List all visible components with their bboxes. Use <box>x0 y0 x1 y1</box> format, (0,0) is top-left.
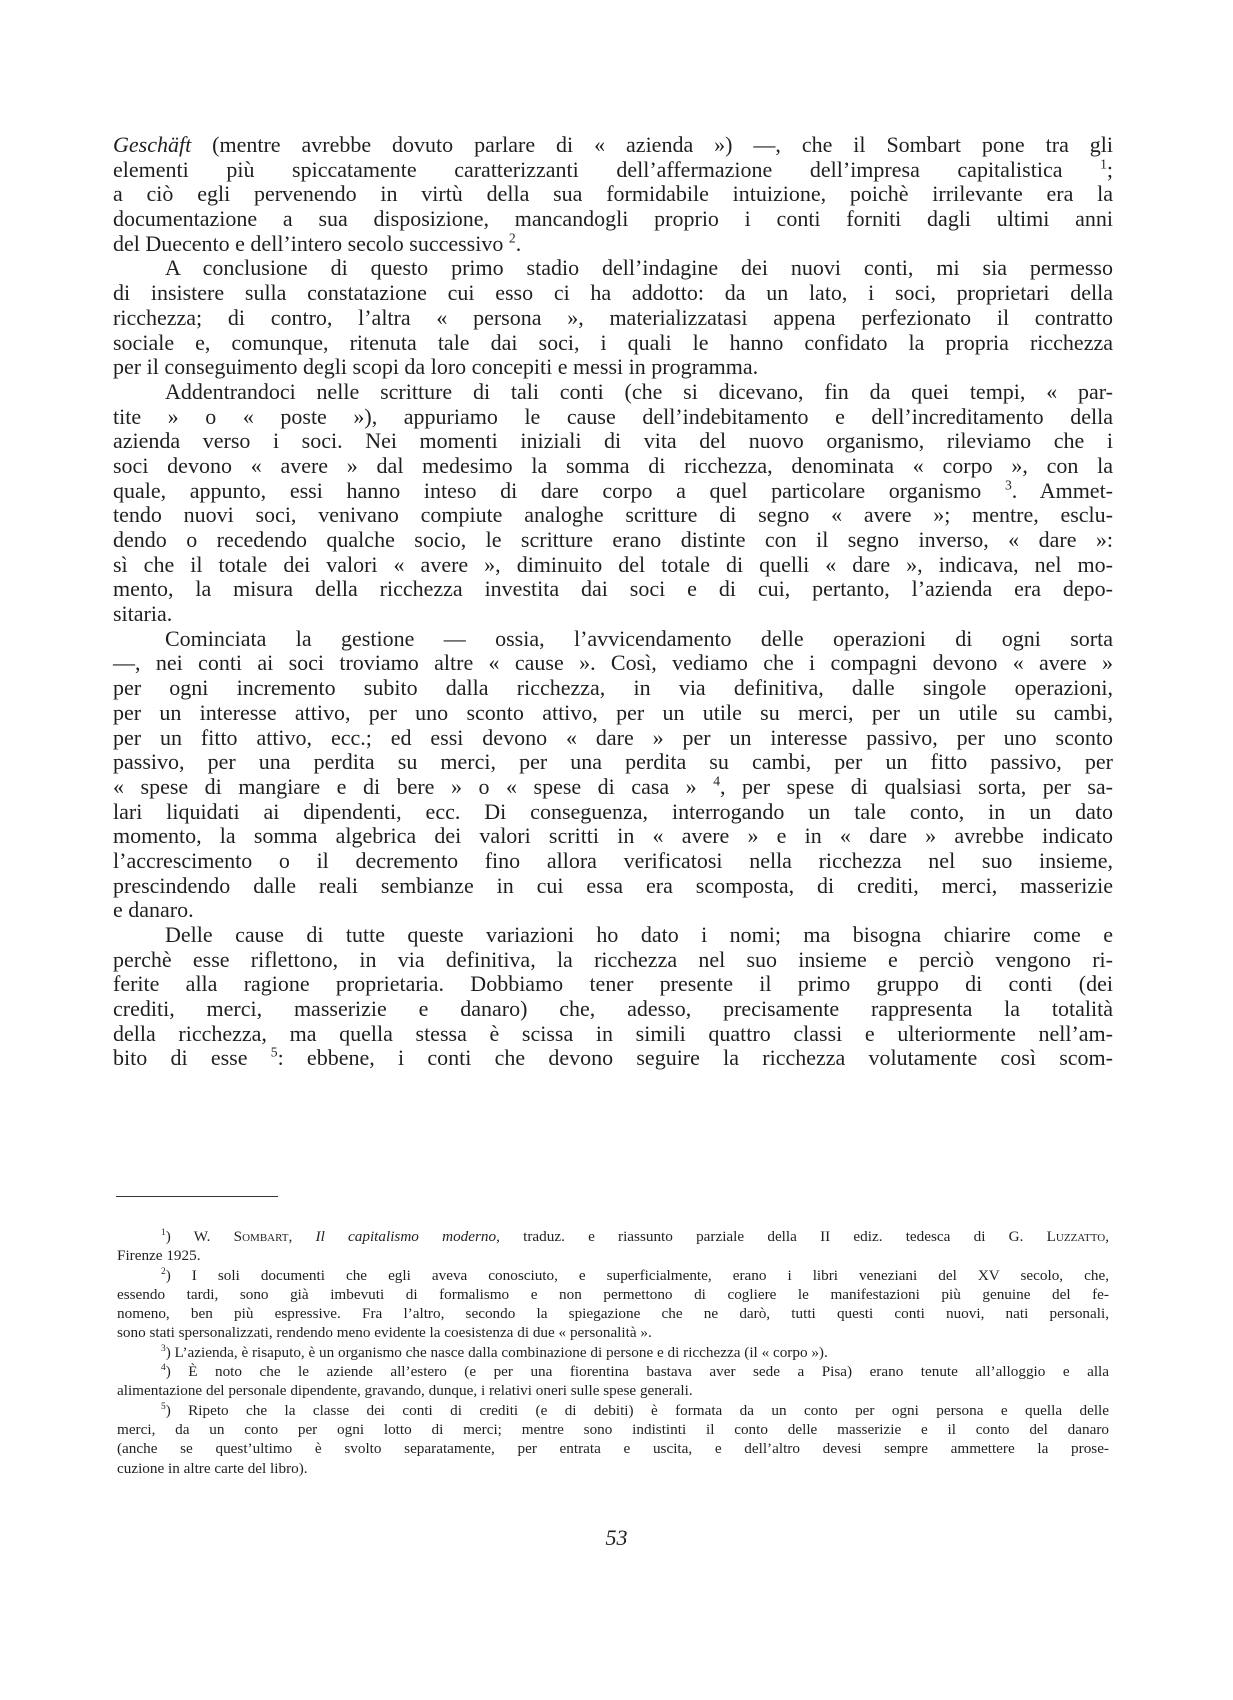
footnote <box>117 1227 1109 1266</box>
text-line: Cominciata la gestione — ossia, l’avvicendamento delle operazioni di ogni sorta <box>165 625 1113 651</box>
footnote <box>117 1401 1109 1478</box>
small-caps-text: Luzzatto <box>1046 1228 1106 1245</box>
text-segment: (mentre avrebbe dovuto parlare di « azienda ») —, che il Sombart pone tra gli <box>191 132 1113 157</box>
text-line: documentazione a sua disposizione, mancandogli proprio i conti forniti dagli ultimi anni <box>113 206 1113 232</box>
footnote-marker: 2 <box>161 1266 166 1277</box>
text-segment: ) È noto che le aziende all’estero (e per una fiorentina bastava aver sede a Pisa) erano tenute all’alloggio e alla <box>165 1363 1109 1381</box>
text-line: a ciò egli pervenendo in virtù della sua formidabile intuizione, poichè irrilevante era la <box>113 181 1113 207</box>
text-line <box>113 1046 1113 1071</box>
text-segment: . Ammet- <box>1011 477 1114 503</box>
text-line: e danaro. <box>113 897 194 923</box>
footnote-line <box>117 1362 1109 1381</box>
footnote-separator <box>116 1196 278 1197</box>
text-line: sociale e, comunque, ritenuta tale dai soci, i quali le hanno confidato la propria ricchezza <box>113 329 1113 355</box>
text-line: ricchezza; di contro, l’altra « persona », materializzatasi appena perfezionato il contratto <box>113 304 1113 330</box>
italic-text: Geschäft <box>113 132 192 157</box>
text-line <box>113 232 1113 257</box>
text-line: A conclusione di questo primo stadio dell’indagine dei nuovi conti, mi sia permesso <box>165 255 1113 281</box>
footnote-marker: 4 <box>713 773 721 789</box>
text-line: dendo o recedendo qualche socio, le scritture erano distinte con il segno inverso, « dare »: <box>113 527 1113 552</box>
text-line: lari liquidati ai dipendenti, ecc. Di conseguenza, interrogando un tale conto, in un dato <box>113 798 1113 824</box>
text-line: Addentrandoci nelle scritture di tali conti (che si dicevano, fin da quei tempi, « par- <box>165 378 1113 404</box>
footnote-line: Firenze 1925. <box>117 1247 201 1265</box>
text-segment: , traduz. e riassunto parziale della II ediz. tedesca di G. <box>496 1228 1047 1245</box>
text-line <box>113 158 1113 183</box>
footnote-line <box>117 1266 1109 1285</box>
text-segment: bito di esse <box>113 1045 271 1071</box>
text-segment: ; <box>1106 156 1113 182</box>
text-line: della ricchezza, ma quella stessa è scissa in simili quattro classi e ulteriormente nell’am- <box>113 1020 1113 1046</box>
text-line: ferite alla ragione proprietaria. Dobbiamo tener presente il primo gruppo di conti (dei <box>113 971 1113 997</box>
footnote-line: merci, da un conto per ogni lotto di merci; mentre sono indistinti il conto delle masserizie e il conto del danaro <box>117 1420 1109 1438</box>
body-text <box>113 133 1113 1071</box>
text-line: soci devono « avere » dal medesimo la somma di ricchezza, denominata « corpo », con la <box>113 452 1113 478</box>
footnote <box>117 1266 1109 1343</box>
footnote-line: (anche se quest’ultimo è svolto separatamente, per entrata e uscita, e dell’altro devesi sempre ammettere la prose- <box>117 1440 1109 1458</box>
text-line: di insistere sulla constatazione cui esso ci ha addotto: da un lato, i soci, proprietari della <box>113 280 1113 306</box>
footnote-marker: 4 <box>161 1363 166 1374</box>
text-line: passivo, per una perdita su merci, per una perdita su cambi, per un fitto passivo, per <box>113 749 1113 775</box>
small-caps-text: Sombart <box>233 1228 289 1245</box>
page-number: 53 <box>605 1525 628 1550</box>
footnote-marker: 2 <box>508 230 516 246</box>
text-line: per ogni incremento subito dalla ricchezza, in via definitiva, dalle singole operazioni, <box>113 675 1113 701</box>
text-line: tendo nuovi soci, venivano compiute analoghe scritture di segno « avere »; mentre, esclu- <box>113 502 1113 528</box>
text-line: l’accrescimento o il decremento fino allora verificatosi nella ricchezza nel suo insieme, <box>113 847 1113 873</box>
footnote <box>117 1343 1109 1362</box>
text-line: tite » o « poste »), appuriamo le cause dell’indebitamento e dell’increditamento della <box>113 403 1113 429</box>
text-line: Delle cause di tutte queste variazioni ho dato i nomi; ma bisogna chiarire come e <box>165 922 1113 947</box>
paragraph <box>113 923 1113 1071</box>
footnote-line: nomeno, ben più espressive. Fra l’altro, secondo la spiegazione che ne darò, tutti questi conti nuovi, nati personali, <box>117 1305 1109 1323</box>
text-line: prescindendo dalle reali sembianze in cui essa era scomposta, di crediti, merci, masserizie <box>113 872 1113 898</box>
text-line <box>113 133 1113 158</box>
text-line <box>113 775 1113 800</box>
text-segment: del Duecento e dell’intero secolo successivo <box>113 230 509 256</box>
text-line: perchè esse riflettono, in via definitiva, la ricchezza nel suo insieme e perciò vengono ri- <box>113 946 1113 972</box>
footnote-line: essendo tardi, sono già imbevuti di formalismo e non permettono di cogliere le manifestazioni più genuine del fe- <box>117 1285 1109 1303</box>
footnote-line <box>117 1401 1109 1420</box>
text-segment: elementi più spiccatamente caratterizzanti dell’affermazione dell’impresa capitalistica <box>113 156 1101 182</box>
text-line: per un fitto attivo, ecc.; ed essi devono « dare » per un interesse passivo, per uno sconto <box>113 724 1113 750</box>
text-segment: ) W. <box>165 1228 234 1245</box>
footnote-line: cuzione in altre carte del libro). <box>117 1459 308 1477</box>
text-segment: ) Ripeto che la classe dei conti di crediti (e di debiti) è formata da un conto per ogni persona e quella delle <box>165 1401 1109 1419</box>
footnote <box>117 1362 1109 1401</box>
text-line: momento, la somma algebrica dei valori scritti in « avere » e in « dare » avrebbe indicato <box>113 823 1113 849</box>
paragraph <box>113 380 1113 627</box>
paragraph <box>113 133 1113 256</box>
footnotes <box>117 1227 1109 1478</box>
text-segment: , per spese di qualsiasi sorta, per sa- <box>720 773 1113 799</box>
footnote-line <box>117 1343 1109 1362</box>
footnote-line: alimentazione del personale dipendente, gravando, dunque, i relativi oneri sulle spese generali. <box>117 1382 693 1400</box>
footnote-marker: 1 <box>1100 156 1107 172</box>
footnote-marker: 5 <box>161 1401 166 1412</box>
text-segment: : ebbene, i conti che devono seguire la ricchezza volutamente così scom- <box>277 1045 1113 1071</box>
text-line: per il conseguimento degli scopi da loro concepiti e messi in programma. <box>113 354 759 380</box>
footnote-line <box>117 1227 1109 1246</box>
text-segment: ) L’azienda, è risaputo, è un organismo che nasce dalla combinazione di persone e di ricchezza (il « corpo »). <box>165 1343 828 1361</box>
text-segment: . <box>515 230 522 256</box>
text-line <box>113 479 1113 504</box>
paragraph <box>113 256 1113 379</box>
footnote-marker: 3 <box>161 1343 166 1354</box>
footnote-marker: 5 <box>270 1045 278 1061</box>
text-line: azienda verso i soci. Nei momenti iniziali di vita del nuovo organismo, rileviamo che i <box>113 428 1113 454</box>
text-segment: , <box>288 1228 316 1245</box>
text-line: mento, la misura della ricchezza investita dai soci e di cui, pertanto, l’azienda era depo- <box>113 576 1113 602</box>
footnote-marker: 1 <box>161 1227 166 1238</box>
text-segment: quale, appunto, essi hanno inteso di dare corpo a quel particolare organismo <box>113 477 1005 503</box>
text-line: sì che il totale dei valori « avere », diminuito del totale di quelli « dare », indicava, nel mo- <box>113 551 1113 577</box>
text-segment: « spese di mangiare e di bere » o « spese di casa » <box>113 773 714 799</box>
footnote-marker: 3 <box>1004 477 1012 493</box>
text-line: sitaria. <box>113 601 173 627</box>
paragraph <box>113 627 1113 923</box>
text-segment: , <box>1105 1228 1109 1245</box>
text-line: crediti, merci, masserizie e danaro) che, adesso, precisamente rappresenta la totalità <box>113 996 1113 1022</box>
text-line: —, nei conti ai soci troviamo altre « cause ». Così, vediamo che i compagni devono « avere » <box>113 650 1113 676</box>
text-line: per un interesse attivo, per uno sconto attivo, per un utile su merci, per un utile su cambi, <box>113 699 1113 725</box>
italic-text: Il capitalismo moderno <box>315 1228 497 1245</box>
footnote-line: sono stati spersonalizzati, rendendo meno evidente la coesistenza di due « personalità ». <box>117 1324 652 1342</box>
text-segment: ) I soli documenti che egli aveva conosciuto, e superficialmente, erano i libri veneziani del XV secolo, che, <box>165 1266 1109 1284</box>
